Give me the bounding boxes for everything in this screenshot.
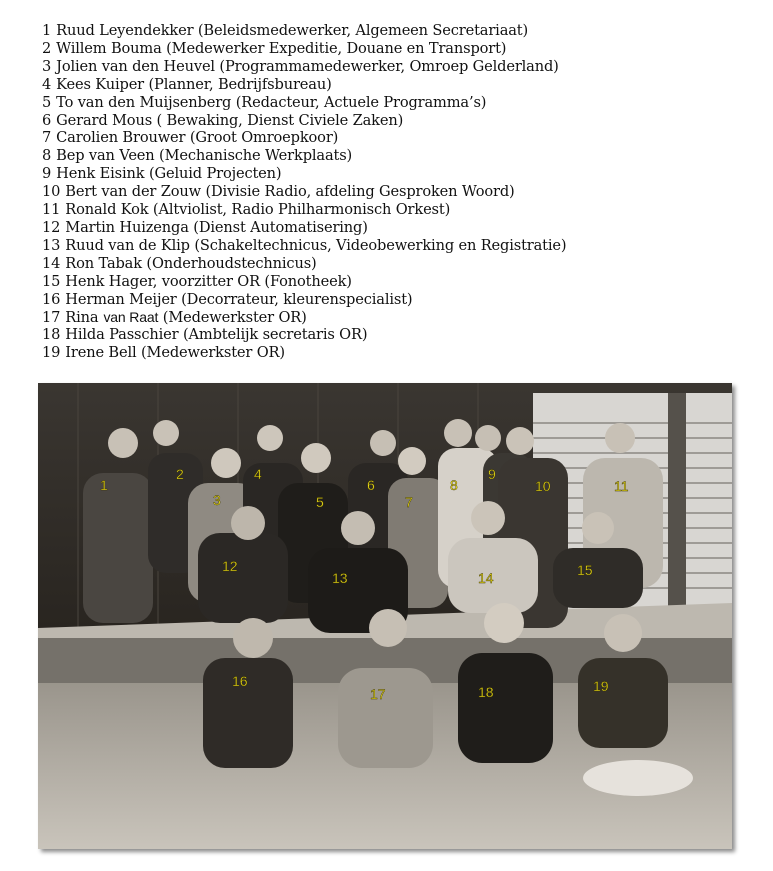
caption-number: 3 bbox=[42, 57, 52, 75]
caption-text: Irene Bell (Medewerkster OR) bbox=[65, 344, 285, 362]
caption-row-5 bbox=[42, 94, 762, 112]
photo-label-10: 10 bbox=[535, 478, 551, 494]
photo-label-17: 17 bbox=[370, 686, 386, 702]
caption-text: Henk Eisink (Geluid Projecten) bbox=[56, 165, 282, 183]
caption-text-override: van Raat bbox=[103, 308, 159, 325]
caption-number: 5 bbox=[42, 93, 52, 111]
photo-label-15: 15 bbox=[577, 562, 593, 578]
photo-label-13: 13 bbox=[332, 570, 348, 586]
photo-label-6: 6 bbox=[367, 477, 375, 493]
caption-number: 14 bbox=[42, 254, 61, 272]
caption-row-11 bbox=[42, 201, 762, 219]
caption-text: Ron Tabak (Onderhoudstechnicus) bbox=[65, 254, 317, 272]
caption-row-8 bbox=[42, 147, 762, 165]
photo-label-16: 16 bbox=[232, 673, 248, 689]
caption-row-10 bbox=[42, 183, 762, 201]
photo-label-5: 5 bbox=[316, 494, 324, 510]
caption-row-6 bbox=[42, 112, 762, 130]
caption-number: 8 bbox=[42, 147, 52, 165]
photo-label-9: 9 bbox=[488, 466, 496, 482]
caption-text: To van den Muijsenberg (Redacteur, Actuele Programma’s) bbox=[56, 93, 487, 111]
caption-row-14 bbox=[42, 255, 762, 273]
caption-number: 9 bbox=[42, 165, 52, 183]
caption-number: 15 bbox=[42, 272, 61, 290]
photo-label-4: 4 bbox=[254, 466, 262, 482]
caption-row-9 bbox=[42, 165, 762, 183]
group-photo bbox=[38, 383, 732, 849]
caption-text: Willem Bouma (Medewerker Expeditie, Douane en Transport) bbox=[56, 39, 507, 57]
caption-row-17 bbox=[42, 309, 762, 327]
caption-text: Rina bbox=[65, 308, 99, 326]
caption-row-1 bbox=[42, 22, 762, 40]
photo-label-7: 7 bbox=[405, 494, 413, 510]
caption-number: 4 bbox=[42, 75, 52, 93]
caption-number: 18 bbox=[42, 326, 61, 344]
caption-row-15 bbox=[42, 273, 762, 291]
caption-text: Herman Meijer (Decorrateur, kleurenspecialist) bbox=[65, 290, 413, 308]
caption-text: Henk Hager, voorzitter OR (Fonotheek) bbox=[65, 272, 352, 290]
caption-number: 1 bbox=[42, 22, 52, 39]
caption-row-13 bbox=[42, 237, 762, 255]
caption-text: Hilda Passchier (Ambtelijk secretaris OR) bbox=[65, 326, 368, 344]
caption-number: 19 bbox=[42, 344, 61, 362]
caption-text: Ruud Leyendekker (Beleidsmedewerker, Algemeen Secretariaat) bbox=[56, 22, 529, 39]
photo-label-11: 11 bbox=[614, 478, 629, 494]
photo-label-19: 19 bbox=[593, 678, 609, 694]
caption-row-18 bbox=[42, 326, 762, 344]
photo-label-1: 1 bbox=[100, 477, 108, 493]
caption-number: 6 bbox=[42, 111, 52, 129]
caption-text: Carolien Brouwer (Groot Omroepkoor) bbox=[56, 129, 339, 147]
photo-label-2: 2 bbox=[176, 466, 184, 482]
caption-text: Ronald Kok (Altviolist, Radio Philharmonisch Orkest) bbox=[65, 201, 451, 219]
photo-label-12: 12 bbox=[222, 558, 238, 574]
caption-text: Jolien van den Heuvel (Programmamedewerker, Omroep Gelderland) bbox=[56, 57, 559, 75]
photo-label-8: 8 bbox=[450, 477, 458, 493]
caption-number: 17 bbox=[42, 308, 61, 326]
caption-number: 11 bbox=[42, 201, 61, 219]
caption-row-12 bbox=[42, 219, 762, 237]
caption-text: Martin Huizenga (Dienst Automatisering) bbox=[65, 218, 368, 236]
caption-text-tail: (Medewerkster OR) bbox=[158, 308, 307, 326]
caption-text: Bep van Veen (Mechanische Werkplaats) bbox=[56, 147, 353, 165]
group-photo-illustration bbox=[38, 383, 732, 849]
caption-number: 13 bbox=[42, 236, 61, 254]
caption-number: 12 bbox=[42, 218, 61, 236]
caption-row-19 bbox=[42, 344, 762, 362]
caption-row-7 bbox=[42, 129, 762, 147]
caption-number: 7 bbox=[42, 129, 52, 147]
caption-row-3 bbox=[42, 58, 762, 76]
caption-text: Kees Kuiper (Planner, Bedrijfsbureau) bbox=[56, 75, 332, 93]
caption-number: 16 bbox=[42, 290, 61, 308]
photo-label-14: 14 bbox=[478, 570, 494, 586]
caption-text: Bert van der Zouw (Divisie Radio, afdeling Gesproken Woord) bbox=[65, 183, 515, 201]
photo-label-18: 18 bbox=[478, 684, 494, 700]
caption-row-2 bbox=[42, 40, 762, 58]
caption-list bbox=[42, 22, 762, 362]
caption-text: Ruud van de Klip (Schakeltechnicus, Videobewerking en Registratie) bbox=[65, 236, 567, 254]
photo-label-3: 3 bbox=[213, 492, 221, 508]
caption-text: Gerard Mous ( Bewaking, Dienst Civiele Zaken) bbox=[56, 111, 404, 129]
caption-row-4 bbox=[42, 76, 762, 94]
caption-number: 2 bbox=[42, 39, 52, 57]
caption-row-16 bbox=[42, 291, 762, 309]
caption-number: 10 bbox=[42, 183, 61, 201]
